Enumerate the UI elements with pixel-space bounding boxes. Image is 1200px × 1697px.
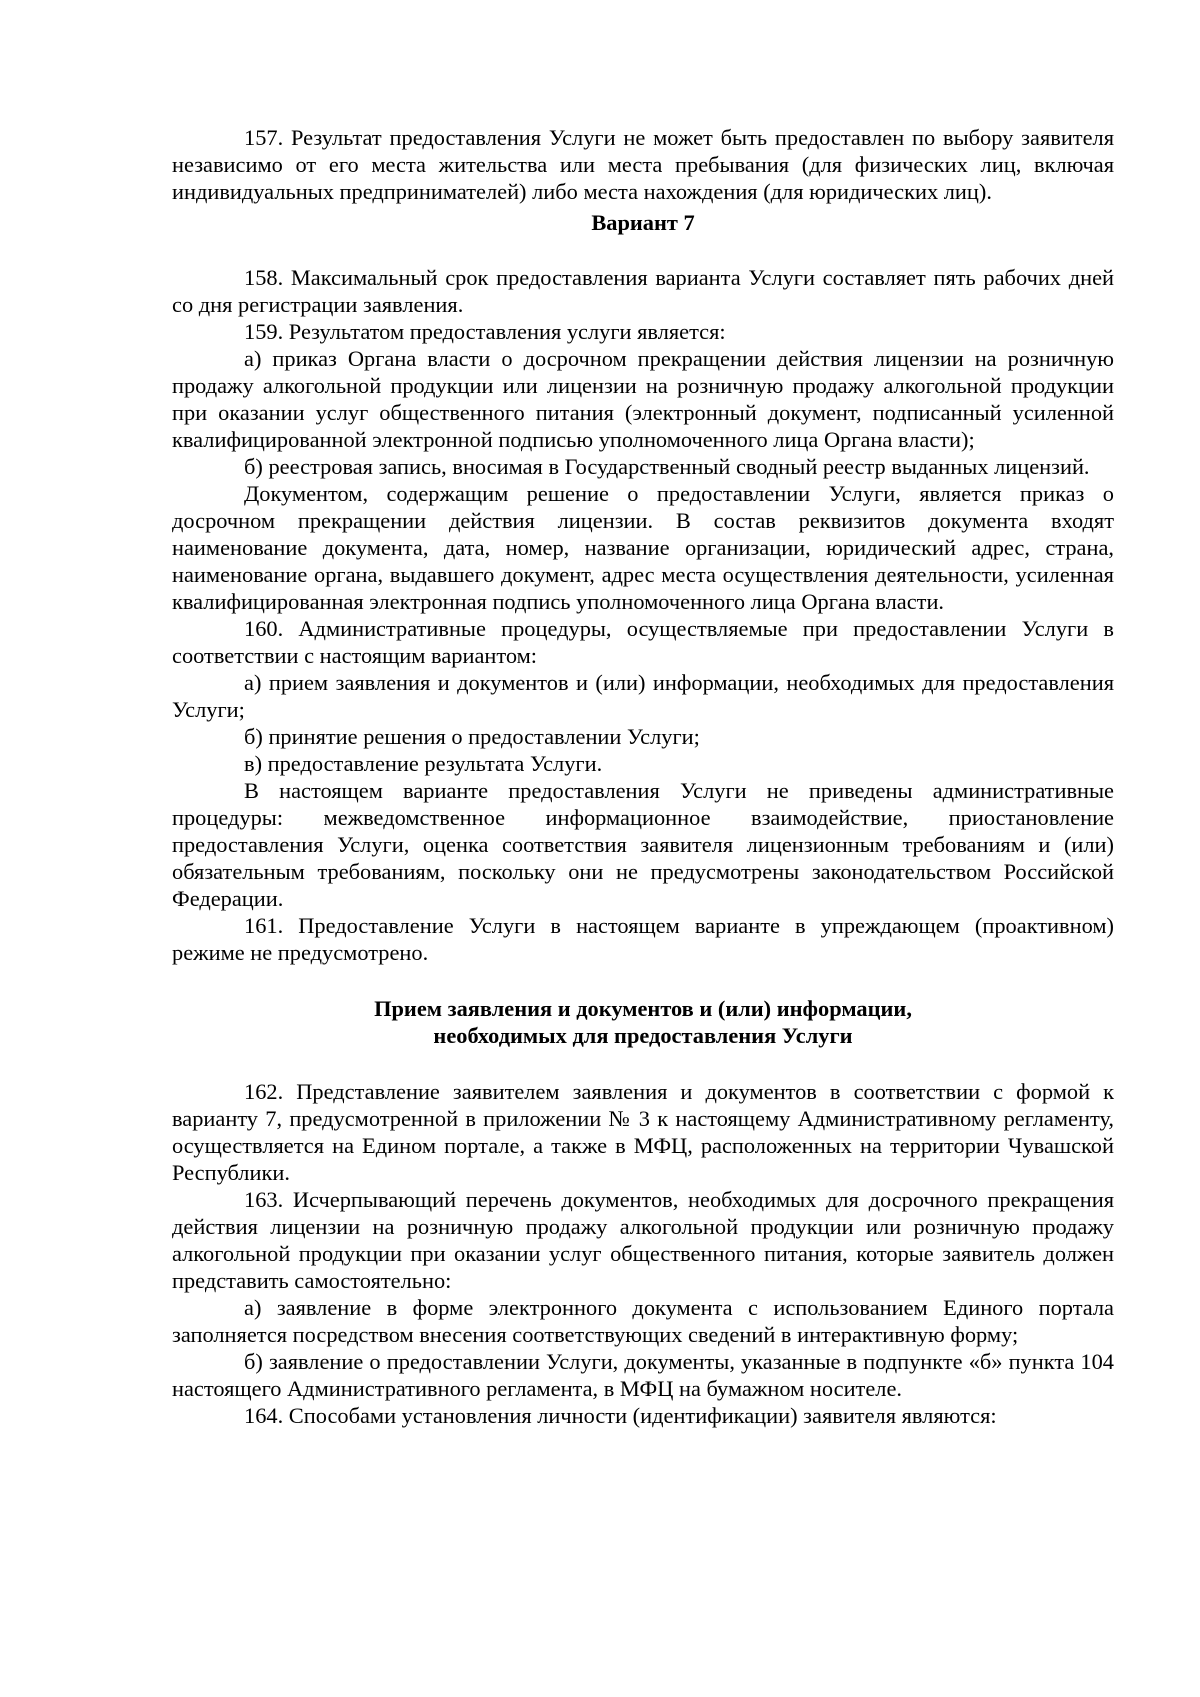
paragraph-159: 159. Результатом предоставления услуги является: — [244, 319, 726, 344]
paragraph-159-a: а) приказ Органа власти о досрочном прекращении действия лицензии на розничную продажу алкогольной продукции или лицензии на розничную продажу алкогольной продукции при оказании услуг общественного питания (электронный документ, подписанный усиленной квалифицированной электронной подписью уполномоченного лица Органа власти); — [172, 346, 1114, 452]
heading-variant-7: Вариант 7 — [591, 210, 695, 235]
paragraph-163: 163. Исчерпывающий перечень документов, необходимых для досрочного прекращения действия лицензии на розничную продажу алкогольной продукции или розничную продажу алкогольной продукции при оказании услуг общественного питания, которые заявитель должен представить самостоятельно: — [172, 1187, 1114, 1293]
paragraph-163-b: б) заявление о предоставлении Услуги, документы, указанные в подпункте «б» пункта 104 настоящего Административного регламента, в МФЦ на бумажном носителе. — [172, 1349, 1114, 1401]
section-heading-line-2: необходимых для предоставления Услуги — [433, 1023, 853, 1048]
section-heading-line-1: Прием заявления и документов и (или) информации, — [374, 996, 912, 1021]
paragraph-162: 162. Представление заявителем заявления и документов в соответствии с формой к варианту 7, предусмотренной в приложении № 3 к настоящему Административному регламенту, осуществляется на Едином портале, а также в МФЦ, расположенных на территории Чувашской Республики. — [172, 1079, 1114, 1185]
paragraph-160-c: в) предоставление результата Услуги. — [244, 751, 603, 776]
paragraph-161: 161. Предоставление Услуги в настоящем варианте в упреждающем (проактивном) режиме не предусмотрено. — [172, 913, 1114, 965]
section-heading — [172, 995, 1114, 1049]
paragraph-160-note: В настоящем варианте предоставления Услуги не приведены административные процедуры: межведомственное информационное взаимодействие, приостановление предоставления Услуги, оценка соответствия заявителя лицензионным требованиям и (или) обязательным требованиям, поскольку они не предусмотрены законодательством Российской Федерации. — [172, 778, 1114, 911]
paragraph-164: 164. Способами установления личности (идентификации) заявителя являются: — [244, 1403, 997, 1428]
document-body — [172, 124, 1114, 1429]
paragraph-159-document: Документом, содержащим решение о предоставлении Услуги, является приказ о досрочном прекращении действия лицензии. В состав реквизитов документа входят наименование документа, дата, номер, название организации, юридический адрес, страна, наименование органа, выдавшего документ, адрес места осуществления деятельности, усиленная квалифицированная электронная подпись уполномоченного лица Органа власти. — [172, 481, 1114, 614]
paragraph-160-a: а) прием заявления и документов и (или) информации, необходимых для предоставления Услуги; — [172, 670, 1114, 722]
paragraph-160-b: б) принятие решения о предоставлении Услуги; — [244, 724, 700, 749]
paragraph-157: 157. Результат предоставления Услуги не может быть предоставлен по выбору заявителя независимо от его места жительства или места пребывания (для физических лиц, включая индивидуальных предпринимателей) либо места нахождения (для юридических лиц). — [172, 125, 1114, 204]
paragraph-158: 158. Максимальный срок предоставления варианта Услуги составляет пять рабочих дней со дня регистрации заявления. — [172, 265, 1114, 317]
paragraph-159-b: б) реестровая запись, вносимая в Государственный сводный реестр выданных лицензий. — [244, 454, 1090, 479]
paragraph-160: 160. Административные процедуры, осуществляемые при предоставлении Услуги в соответствии с настоящим вариантом: — [172, 616, 1114, 668]
paragraph-163-a: а) заявление в форме электронного документа с использованием Единого портала заполняется посредством внесения соответствующих сведений в интерактивную форму; — [172, 1295, 1114, 1347]
